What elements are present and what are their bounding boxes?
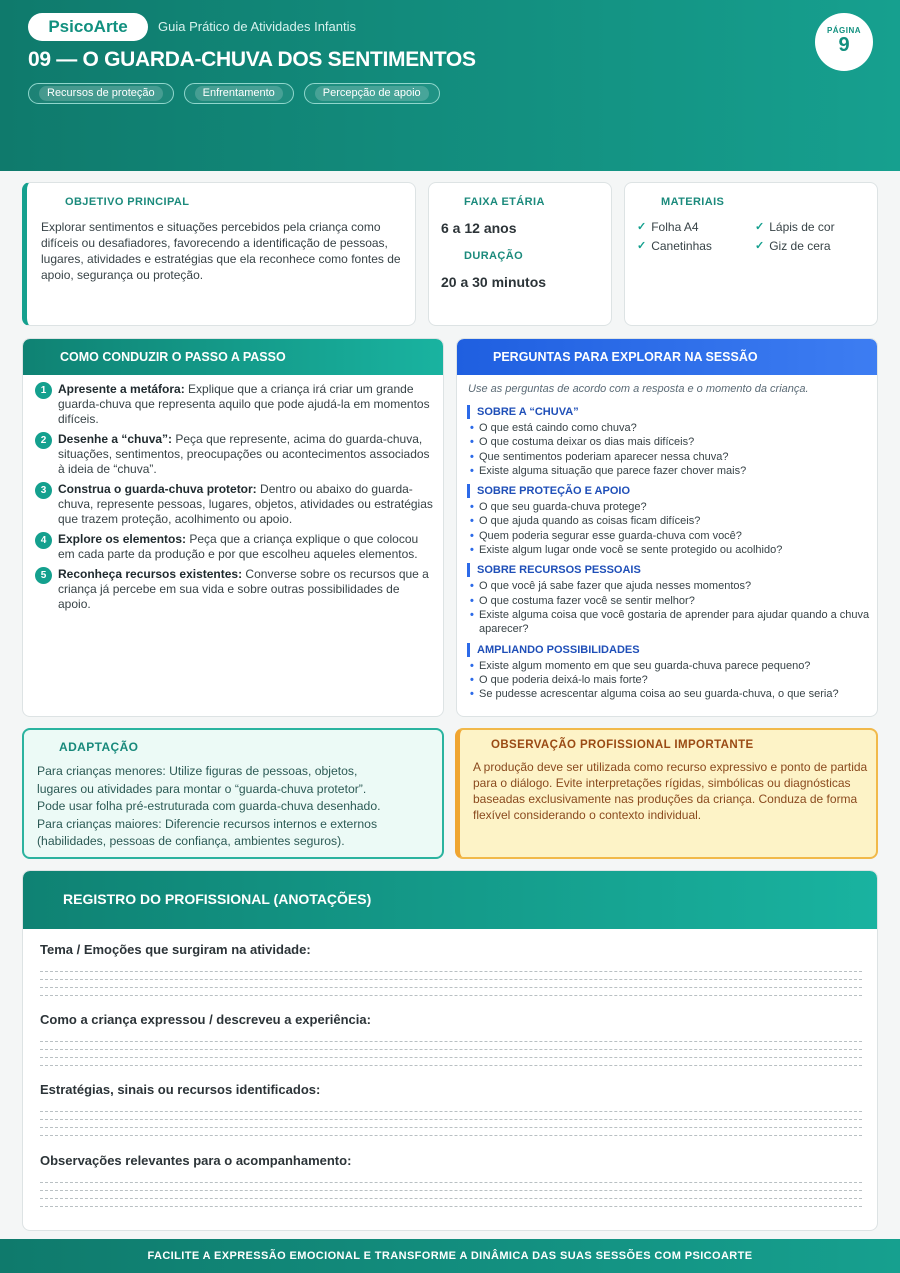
objective-card [22, 182, 416, 326]
questions-body [467, 405, 872, 707]
record-field-label: Observações relevantes para o acompanhamento: [40, 1153, 352, 1168]
materials-heading: MATERIAIS [661, 196, 725, 208]
question-section-title: SOBRE RECURSOS PESSOAIS [467, 563, 872, 577]
question-item: • O que poderia deixá-lo mais forte? [467, 673, 872, 687]
question-item: • O que você já sabe fazer que ajuda nesses momentos? [467, 579, 872, 593]
writing-lines[interactable] [40, 964, 862, 996]
question-item: • Existe algum lugar onde você se sente protegido ou acolhido? [467, 543, 872, 557]
question-item: • Que sentimentos poderiam aparecer nessa chuva? [467, 450, 872, 464]
footer-banner: FACILITE A EXPRESSÃO EMOCIONAL E TRANSFORME A DINÂMICA DAS SUAS SESSÕES COM PSICOARTE [0, 1239, 900, 1273]
question-section-title: SOBRE PROTEÇÃO E APOIO [467, 484, 872, 498]
question-item: • Se pudesse acrescentar alguma coisa ao seu guarda-chuva, o que seria? [467, 687, 872, 701]
check-icon: ✓ [637, 240, 647, 252]
material-item: ✓ Lápis de cor [755, 219, 835, 234]
tag-chip: Recursos de proteção [28, 83, 174, 104]
adaptation-card [22, 728, 444, 859]
tag-chip: Enfrentamento [184, 83, 294, 104]
question-section-title: SOBRE A “CHUVA” [467, 405, 872, 419]
record-field [40, 1012, 862, 1066]
writing-lines[interactable] [40, 1175, 862, 1207]
record-heading: REGISTRO DO PROFISSIONAL (ANOTAÇÕES) [23, 871, 877, 929]
record-field [40, 942, 862, 996]
check-icon: ✓ [637, 221, 647, 233]
step-title: Apresente a metáfora: [58, 382, 185, 396]
page-header [0, 0, 900, 171]
age-heading: FAIXA ETÁRIA [464, 196, 545, 208]
age-duration-card [428, 182, 612, 326]
duration-heading: DURAÇÃO [464, 250, 524, 262]
step-number: 3 [35, 482, 52, 499]
step-item [35, 432, 435, 477]
steps-card [22, 338, 444, 717]
activity-title: 09 — O GUARDA-CHUVA DOS SENTIMENTOS [28, 48, 476, 71]
question-item: • Quem poderia segurar esse guarda-chuva com você? [467, 529, 872, 543]
page-number: 9 [838, 34, 850, 56]
step-title: Explore os elementos: [58, 532, 187, 546]
question-item: • O que seu guarda-chuva protege? [467, 500, 872, 514]
question-list [467, 421, 872, 478]
questions-intro: Use as perguntas de acordo com a resposta e o momento da criança. [468, 383, 809, 395]
record-field-label: Estratégias, sinais ou recursos identificados: [40, 1082, 321, 1097]
steps-heading: COMO CONDUZIR O PASSO A PASSO [23, 339, 443, 375]
note-text: A produção deve ser utilizada como recurso expressivo e ponto de partida para o diálogo. Evite interpretações rígidas, simbólicas ou diagnósticas baseadas exclusivamente nas produções da criança. Conduza de forma flexível considerando o contexto individual. [473, 760, 868, 822]
adaptation-heading: ADAPTAÇÃO [59, 740, 139, 754]
step-text: Peça que represente, acima do guarda-chuva, situações, sentimentos, preocupações ou acontecimentos associados à ideia de “chuva”. [58, 432, 430, 476]
step-number: 5 [35, 567, 52, 584]
check-icon: ✓ [755, 221, 765, 233]
record-field-label: Tema / Emoções que surgiram na atividade: [40, 942, 311, 957]
page-number-badge [815, 13, 873, 71]
note-heading: OBSERVAÇÃO PROFISSIONAL IMPORTANTE [491, 739, 754, 751]
age-value: 6 a 12 anos [441, 220, 517, 236]
brand-logo: PsicoArte [28, 13, 148, 41]
professional-record-card [22, 870, 878, 1231]
materials-card [624, 182, 878, 326]
question-item: • O que ajuda quando as coisas ficam difíceis? [467, 514, 872, 528]
record-field [40, 1153, 862, 1207]
material-item: ✓ Giz de cera [755, 238, 831, 253]
tag-chip: Percepção de apoio [304, 83, 440, 104]
step-number: 2 [35, 432, 52, 449]
record-field [40, 1082, 862, 1136]
question-list [467, 500, 872, 557]
question-item: • Existe alguma situação que parece fazer chover mais? [467, 464, 872, 478]
writing-lines[interactable] [40, 1034, 862, 1066]
question-section-title: AMPLIANDO POSSIBILIDADES [467, 643, 872, 657]
material-item: ✓ Canetinhas [637, 238, 712, 253]
writing-lines[interactable] [40, 1104, 862, 1136]
step-text: Explique que a criança irá criar um grande guarda-chuva que representa aquilo que pode ajudá-la em momentos difíceis. [58, 382, 430, 426]
duration-value: 20 a 30 minutos [441, 274, 547, 290]
step-text: Dentro ou abaixo do guarda-chuva, represente pessoas, lugares, objetos, atividades ou estratégias que trazem proteção, acolhimento ou apoio. [58, 482, 433, 526]
question-list [467, 659, 872, 702]
step-text: Peça que a criança explique o que colocou em cada parte da produção e por que escolheu aqueles elementos. [58, 532, 419, 561]
step-item [35, 382, 435, 427]
question-item: • O que costuma fazer você se sentir melhor? [467, 594, 872, 608]
questions-card [456, 338, 878, 717]
step-number: 1 [35, 382, 52, 399]
step-item [35, 567, 435, 612]
step-item [35, 482, 435, 527]
page-label: PÁGINA [826, 26, 862, 35]
material-item: ✓ Folha A4 [637, 219, 699, 234]
question-item: • O que costuma deixar os dias mais difíceis? [467, 435, 872, 449]
guide-subtitle: Guia Prático de Atividades Infantis [158, 19, 357, 34]
questions-heading: PERGUNTAS PARA EXPLORAR NA SESSÃO [457, 339, 877, 375]
check-icon: ✓ [755, 240, 765, 252]
step-text: Converse sobre os recursos que a criança já percebe em sua vida e sobre outras possibilidades de apoio. [58, 567, 429, 611]
objective-text: Explorar sentimentos e situações percebidos pela criança como difíceis ou desafiadores, favorecendo a identificação de pessoas, lugares, atividades e estratégias que ela reconhece como fontes de apoio, segurança ou proteção. [41, 220, 401, 282]
question-item: • O que está caindo como chuva? [467, 421, 872, 435]
step-number: 4 [35, 532, 52, 549]
steps-list [35, 382, 435, 617]
materials-list [637, 219, 867, 253]
question-item: • Existe algum momento em que seu guarda-chuva parece pequeno? [467, 659, 872, 673]
objective-heading: OBJETIVO PRINCIPAL [65, 196, 190, 208]
record-field-label: Como a criança expressou / descreveu a experiência: [40, 1012, 371, 1027]
question-list [467, 579, 872, 636]
professional-note-card [455, 728, 878, 859]
step-item [35, 532, 435, 562]
step-title: Desenhe a “chuva”: [58, 432, 173, 446]
tag-list [28, 83, 440, 104]
adaptation-text: Para crianças menores: Utilize figuras de pessoas, objetos, lugares ou atividades para montar o “guarda-chuva protetor”. Pode usar folha pré-estruturada com guarda-chuva desenhado. Para crianças maiores: Diferencie recursos internos e externos (habilidades, pessoas de confiança, ambientes seguros). [37, 764, 381, 848]
step-title: Reconheça recursos existentes: [58, 567, 243, 581]
question-item: • Existe alguma coisa que você gostaria de aprender para ajudar quando a chuva aparecer? [467, 608, 872, 637]
step-title: Construa o guarda-chuva protetor: [58, 482, 257, 496]
